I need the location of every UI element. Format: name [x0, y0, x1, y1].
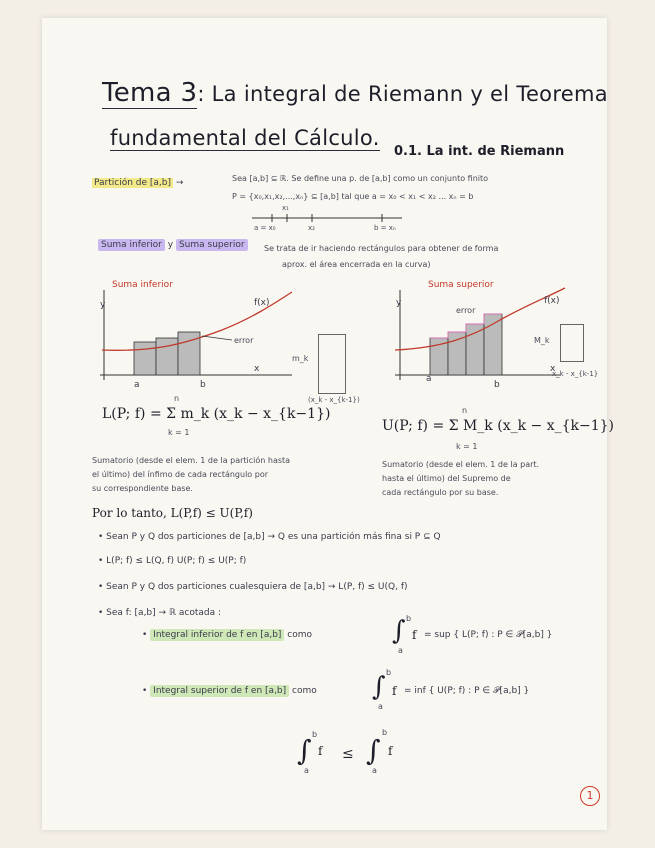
integral-superior-label: Integral superior de f en [a,b] [150, 685, 289, 697]
sumas-desc-line2: aprox. el área encerrada en la curva) [282, 260, 431, 269]
graph-left-fx: f(x) [254, 298, 270, 308]
graph-right-x: x [550, 364, 556, 374]
formula-lower-top: n [174, 394, 180, 403]
compare-upper-f: f [388, 744, 393, 758]
integral-inferior-label: Integral inferior de f en [a,b] [150, 629, 284, 641]
integral-lower-a: a [398, 646, 403, 655]
integral-superior-def: • Integral superior de f en [a,b] como [142, 686, 317, 696]
compare-lower-f: f [318, 744, 323, 758]
integral-upper-a: a [378, 702, 383, 711]
title-line2 [110, 126, 380, 150]
prop-bullet-1: • Sean P y Q dos particiones de [a,b] → Q es una partición más fina si P ⊆ Q [98, 532, 441, 542]
Mk-width: x_k - x_{k-1} [552, 370, 599, 378]
mk-rect-sketch [318, 334, 346, 394]
integral-upper-symbol: ∫ [372, 672, 386, 702]
integral-upper-b: b [386, 668, 392, 677]
compare-sign: ≤ [342, 746, 354, 762]
note-upper-3: cada rectángulo por su base. [382, 488, 499, 497]
graph-right-y: y [396, 298, 402, 308]
Mk-label: M_k [534, 336, 550, 345]
mk-width: (x_k - x_{k-1}) [308, 396, 360, 404]
compare-upper-a: a [372, 766, 377, 775]
suma-inferior-tag: Suma inferior [98, 239, 165, 251]
title-rest: : La integral de Riemann y el Teorema [197, 82, 608, 106]
formula-lower-bottom: k = 1 [168, 428, 190, 437]
particion-label-text: Partición de [a,b] [94, 178, 172, 188]
particion-def-line2: P = {x₀,x₁,x₂,...,xₙ} ⊆ [a,b] tal que a = x₀ < x₁ < x₂ ... xₙ = b [232, 192, 474, 201]
axis-label-a: a = x₀ [254, 224, 276, 232]
compare-lower-a: a [304, 766, 309, 775]
integral-inferior-def: • Integral inferior de f en [a,b] como [142, 630, 313, 640]
prop-por-tanto: Por lo tanto, L(P,f) ≤ U(P,f) [92, 506, 253, 520]
compare-lower-integral: ∫ [297, 734, 312, 767]
graph-right-title: Suma superior [428, 280, 494, 290]
prop-bullet-2: • L(P; f) ≤ L(Q, f) U(P; f) ≤ U(P; f) [98, 556, 247, 566]
title-line1 [102, 78, 608, 108]
integral-superior-como: como [292, 686, 317, 696]
integral-lower-symbol: ∫ [392, 616, 406, 646]
note-lower-2: el último) del ínfimo de cada rectángulo por [92, 470, 268, 479]
sumas-desc-line1: Se trata de ir haciendo rectángulos para obtener de forma [264, 244, 499, 253]
axis-label-b: b = xₙ [374, 224, 396, 232]
graph-right-fx: f(x) [544, 296, 560, 306]
integral-upper-f: f [392, 684, 397, 698]
suma-superior-tag: Suma superior [176, 239, 248, 251]
formula-lower: L(P; f) = Σ m_k (x_k − x_{k−1}) [102, 406, 331, 422]
graph-left-error: error [234, 336, 254, 345]
graph-left-x: x [254, 364, 260, 374]
title-line2-text: fundamental del Cálculo. [110, 126, 380, 150]
mk-label: m_k [292, 354, 309, 363]
sumas-y: y [167, 240, 174, 250]
particion-def-line1: Sea [a,b] ⊆ ℝ. Se define una p. de [a,b] como un conjunto finito [232, 174, 489, 183]
notebook-page [42, 18, 615, 830]
graph-right-a: a [426, 374, 432, 384]
prop-bullet-4: • Sea f: [a,b] → ℝ acotada : [98, 608, 222, 618]
graph-right-error: error [456, 306, 476, 315]
note-lower-1: Sumatorio (desde el elem. 1 de la partición hasta [92, 456, 291, 465]
graph-lower-sum [92, 280, 302, 395]
graph-left-b: b [200, 380, 206, 390]
note-upper-2: hasta el último) del Supremo de [382, 474, 511, 483]
integral-lower-b: b [406, 614, 412, 623]
integral-inferior-formula: = sup { L(P; f) : P ∈ 𝒫[a,b] } [424, 630, 553, 640]
title-tema: Tema 3 [102, 78, 198, 108]
integral-superior-formula: = inf { U(P; f) : P ∈ 𝒫[a,b] } [404, 686, 530, 696]
page-number: 1 [580, 786, 600, 806]
compare-lower-b: b [312, 730, 318, 739]
prop-bullet-3: • Sean P y Q dos particiones cualesquiera de [a,b] → L(P, f) ≤ U(Q, f) [98, 582, 408, 592]
subheading: 0.1. La int. de Riemann [394, 144, 565, 159]
formula-upper: U(P; f) = Σ M_k (x_k − x_{k−1}) [382, 418, 615, 434]
formula-upper-bottom: k = 1 [456, 442, 478, 451]
note-upper-1: Sumatorio (desde el elem. 1 de la part. [382, 460, 540, 469]
graph-left-y: y [100, 300, 106, 310]
particion-arrow: → [175, 178, 184, 188]
note-lower-3: su correspondiente base. [92, 484, 193, 493]
compare-upper-b: b [382, 728, 388, 737]
integral-lower-f: f [412, 628, 417, 642]
axis-label-x1: x₁ [282, 204, 289, 212]
integral-inferior-como: como [287, 630, 313, 640]
formula-upper-top: n [462, 406, 468, 415]
compare-upper-integral: ∫ [366, 734, 381, 767]
sumas-header [98, 240, 248, 250]
Mk-rect-sketch [560, 324, 584, 362]
graph-left-a: a [134, 380, 140, 390]
axis-label-x2: x₂ [308, 224, 315, 232]
particion-label [92, 178, 183, 188]
graph-right-b: b [494, 380, 500, 390]
graph-left-title: Suma inferior [112, 280, 173, 290]
